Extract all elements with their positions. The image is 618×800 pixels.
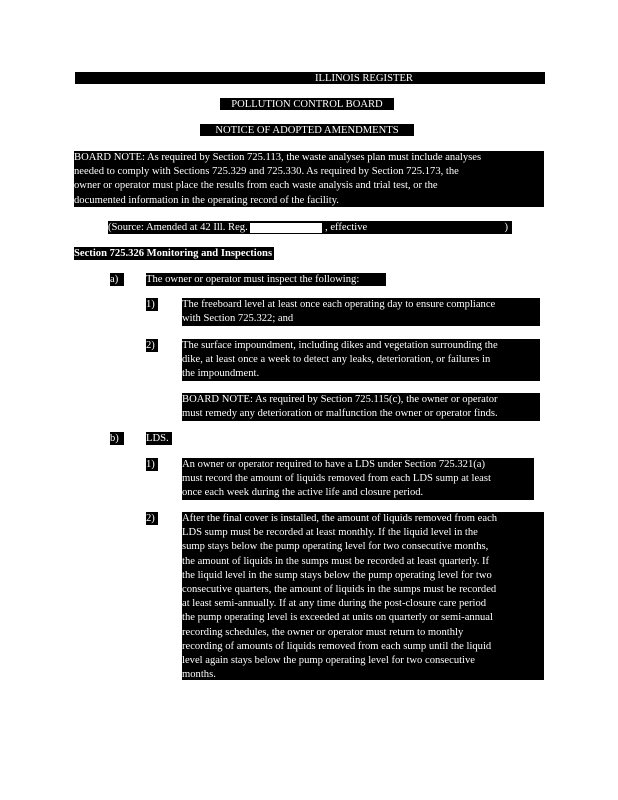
item-b2-line: recording of amounts of liquids removed from each sump until the liquid xyxy=(182,640,492,652)
item-b2-line: consecutive quarters, the amount of liquids in the sumps must be recorded xyxy=(182,583,497,595)
item-a1-line: The freeboard level at least once each operating day to ensure compliance xyxy=(182,299,496,310)
subsection-b-label: b) xyxy=(110,432,124,445)
board-note-a xyxy=(182,393,540,421)
item-a1-text xyxy=(182,298,540,326)
item-a2-line: the impoundment. xyxy=(182,368,260,380)
subsection-a-text: The owner or operator must inspect the following: xyxy=(146,273,386,286)
board-note-top-line: documented information in the operating record of the facility. xyxy=(74,194,339,206)
item-b2-line: the amount of liquids in the sumps must be recorded at least quarterly. If xyxy=(182,555,490,567)
source-line: (Source: Amended at 42 Ill. Reg. , effective ) xyxy=(108,221,512,234)
item-b1-line: An owner or operator required to have a LDS under Section 725.321(a) xyxy=(182,459,486,470)
item-b2-text xyxy=(182,512,544,680)
item-b2-line: the pump operating level is exceeded at units on quarterly or semi-annual xyxy=(182,612,493,624)
item-b1-text xyxy=(182,458,534,500)
notice-title: NOTICE OF ADOPTED AMENDMENTS xyxy=(200,124,414,136)
board-note-top-line: owner or operator must place the results from each waste analysis and trial test, or the xyxy=(74,180,438,192)
item-a2-line: dike, at least once a week to detect any leaks, deterioration, or failures in xyxy=(182,354,491,366)
item-b2-line: LDS sump must be recorded at least monthly. If the liquid level in the xyxy=(182,527,478,539)
register-title: ILLINOIS REGISTER xyxy=(75,72,545,84)
item-a1-line: with Section 725.322; and xyxy=(182,313,294,325)
item-b2-line: level again stays below the pump operating level for two consecutive xyxy=(182,654,476,666)
item-b1-line: once each week during the active life and closure period. xyxy=(182,487,424,499)
board-note-top xyxy=(74,151,544,207)
item-b2-line: the liquid level in the sump stays below the pump operating level for two xyxy=(182,569,492,581)
board-note-top-line: BOARD NOTE: As required by Section 725.113, the waste analyses plan must include analyses xyxy=(74,152,482,163)
board-note-top-line: needed to comply with Sections 725.329 and 725.330. As required by Section 725.173, the xyxy=(74,166,459,178)
item-a2-text xyxy=(182,339,540,381)
board-name: POLLUTION CONTROL BOARD xyxy=(220,98,394,110)
item-b2-line: After the final cover is installed, the amount of liquids removed from each xyxy=(182,513,498,524)
item-b2-line: sump stays below the pump operating level for two consecutive months, xyxy=(182,541,489,553)
section-heading: Section 725.326 Monitoring and Inspections xyxy=(74,248,273,259)
item-a2-label: 2) xyxy=(146,339,158,352)
item-b2-line: recording schedules, the owner or operator must return to monthly xyxy=(182,626,464,638)
subsection-a-label: a) xyxy=(110,273,124,286)
item-a2-line: The surface impoundment, including dikes and vegetation surrounding the xyxy=(182,340,498,351)
item-b1-line: must record the amount of liquids removed from each LDS sump at least xyxy=(182,473,491,485)
board-note-a-line: must remedy any deterioration or malfunction the owner or operator finds. xyxy=(182,408,498,420)
item-b2-label: 2) xyxy=(146,512,158,525)
item-b2-line: at least semi-annually. If at any time during the post-closure care period xyxy=(182,598,487,610)
item-b2-line: months. xyxy=(182,669,216,681)
item-a1-label: 1) xyxy=(146,298,158,311)
board-note-a-line: BOARD NOTE: As required by Section 725.115(c), the owner or operator xyxy=(182,394,498,405)
subsection-b-text: LDS. xyxy=(146,432,172,445)
item-b1-label: 1) xyxy=(146,458,158,471)
